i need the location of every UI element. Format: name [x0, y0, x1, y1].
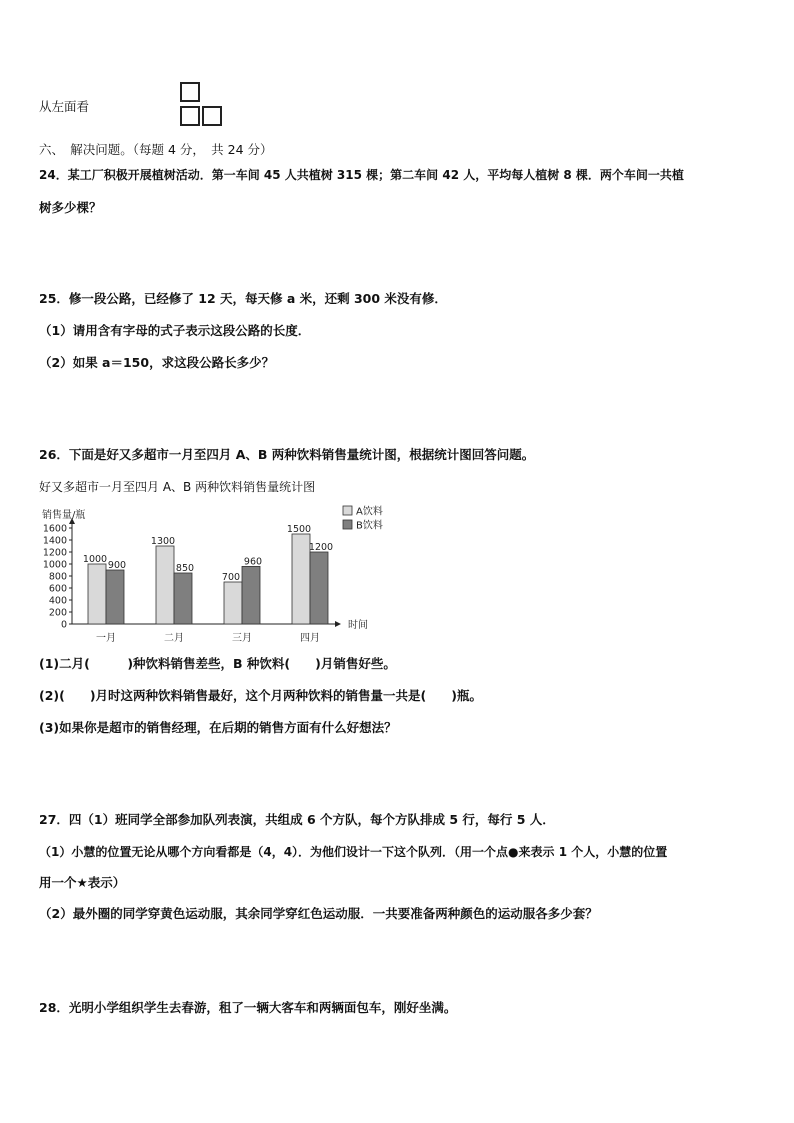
- left-view-figure: [180, 82, 228, 134]
- q27-stem: 27．四（1）班同学全部参加队列表演，共组成 6 个方队，每个方队排成 5 行，每行 5 人．: [39, 812, 555, 827]
- q26-part2: (2)( )月时这两种饮料销售最好，这个月两种饮料的销售量一共是( )瓶。: [39, 688, 482, 703]
- data-label: 900: [107, 560, 127, 571]
- bar-a-4: [292, 534, 310, 624]
- y-tick-label: 0: [60, 619, 67, 631]
- q28-stem: 28．光明小学组织学生去春游，租了一辆大客车和两辆面包车，刚好坐满。: [39, 1000, 457, 1015]
- legend-swatch: [343, 520, 352, 529]
- view-label: 从左面看: [39, 99, 90, 114]
- q26-part3: (3)如果你是超市的销售经理，在后期的销售方面有什么好想法？: [39, 720, 397, 735]
- y-tick-label: 600: [48, 583, 67, 595]
- y-tick-label: 1600: [42, 523, 67, 535]
- q26-part1: (1)二月( )种饮料销售差些，B 种饮料( )月销售好些。: [39, 656, 396, 671]
- q25-part1: （1）请用含有字母的式子表示这段公路的长度．: [39, 323, 311, 338]
- y-tick-label: 1200: [42, 547, 67, 559]
- data-label: 700: [221, 572, 241, 583]
- legend-swatch: [343, 506, 352, 515]
- bar-a-2: [156, 546, 174, 624]
- bar-chart: [30, 502, 400, 647]
- x-tick-label: 三月: [232, 633, 252, 644]
- y-tick-label: 1000: [42, 559, 67, 571]
- data-label: 1000: [82, 554, 108, 565]
- q26-stem: 26．下面是好又多超市一月至四月 A、B 两种饮料销售量统计图，根据统计图回答问题。: [39, 447, 535, 462]
- q24-line2: 树多少棵？: [39, 200, 102, 215]
- data-label: 960: [243, 556, 263, 568]
- q27-part1-line2: 用一个★表示）: [39, 875, 126, 890]
- y-tick-label: 200: [48, 607, 67, 619]
- q25-stem: 25．修一段公路，已经修了 12 天，每天修 a 米，还剩 300 米没有修．: [39, 291, 447, 306]
- section6-heading: 六、 解决问题。（每题 4 分， 共 24 分）: [39, 142, 273, 157]
- bar-b-2: [174, 573, 192, 624]
- data-label: 1300: [150, 536, 176, 547]
- y-tick-label: 1400: [42, 535, 67, 547]
- data-label: 850: [175, 563, 195, 574]
- x-tick-label: 二月: [164, 633, 184, 644]
- legend-label: B饮料: [356, 520, 383, 532]
- bar-b-3: [242, 566, 260, 624]
- bar-a-3: [224, 582, 242, 624]
- q27-part2: （2）最外圈的同学穿黄色运动服，其余同学穿红色运动服．一共要准备两种颜色的运动服各多少套？: [39, 906, 598, 921]
- data-label: 1500: [286, 524, 312, 535]
- chart-title: 好又多超市一月至四月 A、B 两种饮料销售量统计图: [39, 480, 316, 494]
- q27-part1-line1: （1）小慧的位置无论从哪个方向看都是（4，4）．为他们设计一下这个队列．（用一个点●来表示 1 个人，小慧的位置: [39, 845, 668, 859]
- x-tick-label: 一月: [96, 633, 116, 644]
- data-label: 1200: [308, 542, 334, 553]
- bar-a-1: [88, 564, 106, 624]
- y-tick-label: 400: [48, 595, 67, 607]
- x-tick-label: 四月: [300, 633, 320, 644]
- bar-b-4: [310, 552, 328, 624]
- y-tick-label: 800: [48, 571, 67, 583]
- q24-line1: 24．某工厂积极开展植树活动．第一车间 45 人共植树 315 棵；第二车间 42 人，平均每人植树 8 棵．两个车间一共植: [39, 168, 684, 182]
- q25-part2: （2）如果 a＝150，求这段公路长多少？: [39, 355, 275, 370]
- x-axis-arrow: [335, 621, 341, 627]
- y-axis-label: 销售量/瓶: [42, 510, 86, 521]
- legend-label: A饮料: [356, 506, 383, 518]
- bar-b-1: [106, 570, 124, 624]
- x-axis-label: 时间: [348, 620, 368, 631]
